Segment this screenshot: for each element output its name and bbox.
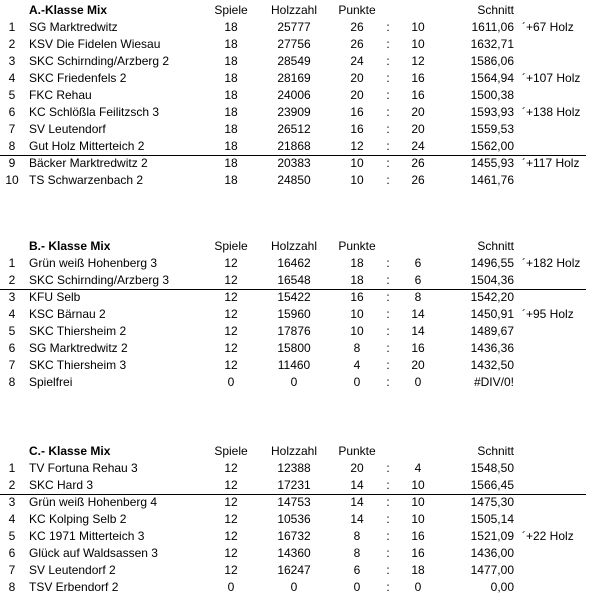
- spiele-cell: 12: [224, 341, 238, 355]
- schnitt-cell: 1611,06: [471, 20, 514, 34]
- rank-cell: 5: [8, 529, 16, 543]
- col-header-schnitt: Schnitt: [477, 239, 514, 253]
- table-row: [0, 155, 601, 172]
- schnitt-cell: 1455,93: [470, 156, 514, 170]
- rank-cell: 2: [8, 37, 16, 51]
- schnitt-cell: 1593,93: [470, 105, 514, 119]
- col-header-spiele: Spiele: [214, 444, 248, 458]
- table-row: [0, 87, 601, 104]
- table-row: [0, 19, 601, 36]
- team-cell: FKC Rehau: [29, 88, 92, 102]
- gegenpunkte-cell: 16: [411, 71, 425, 85]
- section-title: C.- Klasse Mix: [29, 444, 111, 458]
- spiele-cell: 18: [224, 156, 238, 170]
- punkte-separator: :: [386, 88, 390, 102]
- table-row: [0, 70, 601, 87]
- punkte-separator: :: [386, 139, 390, 153]
- gegenpunkte-cell: 26: [411, 173, 425, 187]
- holzzahl-cell: 16732: [277, 529, 311, 543]
- spiele-cell: 12: [224, 273, 238, 287]
- gegenpunkte-cell: 8: [414, 290, 422, 304]
- holzzahl-cell: 28169: [277, 71, 311, 85]
- punkte-cell: 18: [350, 256, 364, 270]
- spiele-cell: 18: [224, 71, 238, 85]
- holz-difference-note: ´+67 Holz: [522, 20, 574, 34]
- holzzahl-cell: 16462: [277, 256, 311, 270]
- rank-cell: 7: [8, 358, 16, 372]
- punkte-separator: :: [386, 307, 390, 321]
- holzzahl-cell: 16247: [277, 563, 311, 577]
- rank-cell: 7: [8, 563, 16, 577]
- team-cell: Bäcker Marktredwitz 2: [29, 156, 148, 170]
- holzzahl-cell: 0: [290, 375, 298, 389]
- punkte-cell: 14: [350, 478, 364, 492]
- gegenpunkte-cell: 6: [414, 273, 422, 287]
- team-cell: SKC Schirnding/Arzberg 3: [29, 273, 170, 287]
- team-cell: SKC Friedenfels 2: [29, 71, 127, 85]
- schnitt-cell: 1504,36: [470, 273, 514, 287]
- spiele-cell: 18: [224, 54, 238, 68]
- rank-cell: 8: [8, 375, 16, 389]
- gegenpunkte-cell: 10: [411, 478, 425, 492]
- gegenpunkte-cell: 20: [411, 105, 425, 119]
- gegenpunkte-cell: 10: [411, 20, 425, 34]
- spiele-cell: 18: [224, 173, 238, 187]
- schnitt-cell: 1489,67: [470, 324, 514, 338]
- gegenpunkte-cell: 0: [414, 580, 422, 594]
- holz-difference-note: ´+95 Holz: [522, 307, 574, 321]
- col-header-punkte: Punkte: [338, 444, 376, 458]
- table-row: [0, 272, 601, 289]
- punkte-separator: :: [386, 580, 390, 594]
- holz-difference-note: ´+182 Holz: [522, 256, 581, 270]
- team-cell: SKC Thiersheim 3: [29, 358, 127, 372]
- gegenpunkte-cell: 26: [411, 156, 425, 170]
- spiele-cell: 18: [224, 105, 238, 119]
- table-row: [0, 138, 601, 155]
- col-header-schnitt: Schnitt: [477, 444, 514, 458]
- punkte-cell: 8: [353, 341, 361, 355]
- holzzahl-cell: 15422: [277, 290, 311, 304]
- schnitt-cell: 1505,14: [470, 512, 514, 526]
- table-row: [0, 374, 601, 391]
- team-cell: Gut Holz Mitterteich 2: [29, 139, 145, 153]
- gegenpunkte-cell: 16: [411, 88, 425, 102]
- gegenpunkte-cell: 14: [411, 307, 425, 321]
- team-cell: Glück auf Waldsassen 3: [29, 546, 158, 560]
- table-row: [0, 53, 601, 70]
- col-header-spiele: Spiele: [214, 239, 248, 253]
- rank-cell: 8: [8, 139, 16, 153]
- schnitt-cell: 1436,00: [470, 546, 514, 560]
- team-cell: KC Schlößla Feilitzsch 3: [29, 105, 160, 119]
- table-row: [0, 289, 601, 306]
- punkte-separator: :: [386, 122, 390, 136]
- gegenpunkte-cell: 20: [411, 358, 425, 372]
- rank-cell: 6: [8, 546, 16, 560]
- col-header-spiele: Spiele: [214, 3, 248, 17]
- holzzahl-cell: 17231: [277, 478, 311, 492]
- schnitt-cell: 1566,45: [470, 478, 514, 492]
- punkte-separator: :: [386, 546, 390, 560]
- team-cell: Grün weiß Hohenberg 3: [29, 256, 158, 270]
- table-row: [0, 357, 601, 374]
- holzzahl-cell: 10536: [277, 512, 311, 526]
- punkte-cell: 18: [350, 273, 364, 287]
- table-row: [0, 579, 601, 596]
- rank-cell: 4: [8, 71, 16, 85]
- table-row: [0, 511, 601, 528]
- table-row: [0, 477, 601, 494]
- punkte-cell: 16: [350, 105, 364, 119]
- section-title: B.- Klasse Mix: [29, 239, 111, 253]
- section-header: [0, 443, 601, 460]
- punkte-separator: :: [386, 358, 390, 372]
- gegenpunkte-cell: 16: [411, 341, 425, 355]
- table-row: [0, 545, 601, 562]
- punkte-cell: 6: [353, 563, 361, 577]
- team-cell: TSV Erbendorf 2: [29, 580, 119, 594]
- holzzahl-cell: 27756: [277, 37, 311, 51]
- team-cell: KFU Selb: [29, 290, 81, 304]
- holzzahl-cell: 14753: [277, 495, 311, 509]
- spiele-cell: 12: [224, 290, 238, 304]
- holz-difference-note: ´+138 Holz: [522, 105, 581, 119]
- punkte-cell: 16: [350, 122, 364, 136]
- punkte-separator: :: [386, 495, 390, 509]
- col-header-holzzahl: Holzzahl: [270, 3, 318, 17]
- punkte-cell: 10: [350, 173, 364, 187]
- table-row: [0, 460, 601, 477]
- col-header-punkte: Punkte: [338, 239, 376, 253]
- spiele-cell: 12: [224, 563, 238, 577]
- team-cell: KSC Bärnau 2: [29, 307, 106, 321]
- spiele-cell: 18: [224, 122, 238, 136]
- col-header-schnitt: Schnitt: [477, 3, 514, 17]
- rank-cell: 3: [8, 290, 16, 304]
- team-cell: Grün weiß Hohenberg 4: [29, 495, 158, 509]
- holzzahl-cell: 15960: [277, 307, 311, 321]
- punkte-separator: :: [386, 71, 390, 85]
- rank-cell: 8: [8, 580, 16, 594]
- spiele-cell: 12: [224, 495, 238, 509]
- schnitt-cell: 1436,36: [470, 341, 514, 355]
- schnitt-cell: 1496,55: [470, 256, 514, 270]
- divider-line: [0, 155, 586, 156]
- punkte-cell: 14: [350, 495, 364, 509]
- holzzahl-cell: 23909: [277, 105, 311, 119]
- gegenpunkte-cell: 12: [411, 54, 425, 68]
- punkte-separator: :: [386, 324, 390, 338]
- holzzahl-cell: 16548: [277, 273, 311, 287]
- col-header-punkte: Punkte: [338, 3, 376, 17]
- team-cell: TS Schwarzenbach 2: [29, 173, 144, 187]
- section-header: [0, 238, 601, 255]
- table-row: [0, 528, 601, 545]
- punkte-separator: :: [386, 461, 390, 475]
- holzzahl-cell: 14360: [277, 546, 311, 560]
- spiele-cell: 12: [224, 307, 238, 321]
- gegenpunkte-cell: 24: [411, 139, 425, 153]
- team-cell: SKC Thiersheim 2: [29, 324, 127, 338]
- table-row: [0, 255, 601, 272]
- spiele-cell: 18: [224, 37, 238, 51]
- gegenpunkte-cell: 16: [411, 546, 425, 560]
- rank-cell: 1: [8, 461, 16, 475]
- holzzahl-cell: 11460: [277, 358, 311, 372]
- team-cell: KC Kolping Selb 2: [29, 512, 127, 526]
- divider-line: [0, 289, 586, 290]
- spiele-cell: 12: [224, 256, 238, 270]
- table-row: [0, 340, 601, 357]
- spiele-cell: 12: [224, 529, 238, 543]
- spiele-cell: 18: [224, 20, 238, 34]
- holzzahl-cell: 24850: [277, 173, 311, 187]
- punkte-cell: 26: [350, 37, 364, 51]
- schnitt-cell: 1542,20: [470, 290, 514, 304]
- rank-cell: 5: [8, 324, 16, 338]
- rank-cell: 5: [8, 88, 16, 102]
- holzzahl-cell: 26512: [277, 122, 311, 136]
- punkte-separator: :: [386, 37, 390, 51]
- col-header-holzzahl: Holzzahl: [270, 444, 318, 458]
- team-cell: SG Marktredwitz: [29, 20, 118, 34]
- punkte-cell: 10: [350, 156, 364, 170]
- schnitt-cell: 0,00: [490, 580, 514, 594]
- punkte-separator: :: [386, 156, 390, 170]
- rank-cell: 10: [5, 173, 19, 187]
- rank-cell: 7: [8, 122, 16, 136]
- schnitt-cell: 1548,50: [470, 461, 514, 475]
- rank-cell: 2: [8, 478, 16, 492]
- schnitt-cell: 1475,30: [470, 495, 514, 509]
- team-cell: SG Marktredwitz 2: [29, 341, 128, 355]
- table-row: [0, 306, 601, 323]
- punkte-cell: 12: [350, 139, 364, 153]
- rank-cell: 1: [8, 20, 16, 34]
- rank-cell: 4: [8, 307, 16, 321]
- punkte-cell: 10: [350, 307, 364, 321]
- holzzahl-cell: 0: [290, 580, 298, 594]
- team-cell: SKC Schirnding/Arzberg 2: [29, 54, 170, 68]
- holzzahl-cell: 15800: [277, 341, 311, 355]
- punkte-separator: :: [386, 512, 390, 526]
- holzzahl-cell: 24006: [277, 88, 311, 102]
- section-title: A.-Klasse Mix: [29, 3, 108, 17]
- punkte-cell: 20: [350, 88, 364, 102]
- holzzahl-cell: 17876: [277, 324, 311, 338]
- holz-difference-note: ´+117 Holz: [522, 156, 580, 170]
- gegenpunkte-cell: 10: [411, 37, 425, 51]
- schnitt-cell: #DIV/0!: [473, 375, 514, 389]
- spiele-cell: 18: [224, 139, 238, 153]
- schnitt-cell: 1477,00: [470, 563, 514, 577]
- rank-cell: 6: [8, 341, 16, 355]
- divider-line: [0, 494, 586, 495]
- punkte-separator: :: [386, 341, 390, 355]
- punkte-separator: :: [386, 563, 390, 577]
- schnitt-cell: 1461,76: [470, 173, 514, 187]
- holz-difference-note: ´+22 Holz: [522, 529, 574, 543]
- holzzahl-cell: 28549: [277, 54, 311, 68]
- gegenpunkte-cell: 6: [414, 256, 422, 270]
- punkte-cell: 20: [350, 461, 364, 475]
- table-row: [0, 323, 601, 340]
- rank-cell: 1: [8, 256, 16, 270]
- spiele-cell: 12: [224, 512, 238, 526]
- schnitt-cell: 1559,53: [470, 122, 514, 136]
- gegenpunkte-cell: 10: [411, 495, 425, 509]
- punkte-separator: :: [386, 529, 390, 543]
- team-cell: KC 1971 Mitterteich 3: [29, 529, 145, 543]
- team-cell: SV Leutendorf: [29, 122, 106, 136]
- punkte-separator: :: [386, 105, 390, 119]
- schnitt-cell: 1450,91: [470, 307, 514, 321]
- gegenpunkte-cell: 18: [411, 563, 425, 577]
- spiele-cell: 12: [224, 358, 238, 372]
- punkte-separator: :: [386, 273, 390, 287]
- punkte-cell: 0: [353, 580, 361, 594]
- schnitt-cell: 1562,00: [470, 139, 514, 153]
- schnitt-cell: 1500,38: [470, 88, 514, 102]
- gegenpunkte-cell: 16: [411, 529, 425, 543]
- punkte-cell: 24: [350, 54, 364, 68]
- schnitt-cell: 1632,71: [470, 37, 514, 51]
- punkte-separator: :: [386, 54, 390, 68]
- holzzahl-cell: 21868: [277, 139, 311, 153]
- spiele-cell: 18: [224, 88, 238, 102]
- rank-cell: 9: [8, 156, 16, 170]
- holzzahl-cell: 25777: [277, 20, 311, 34]
- punkte-cell: 20: [350, 71, 364, 85]
- punkte-cell: 8: [353, 546, 361, 560]
- punkte-cell: 26: [350, 20, 364, 34]
- punkte-cell: 14: [350, 512, 364, 526]
- section-header: [0, 2, 601, 19]
- punkte-separator: :: [386, 173, 390, 187]
- team-cell: KSV Die Fidelen Wiesau: [29, 37, 161, 51]
- spiele-cell: 12: [224, 478, 238, 492]
- spiele-cell: 12: [224, 461, 238, 475]
- table-row: [0, 562, 601, 579]
- punkte-cell: 10: [350, 324, 364, 338]
- gegenpunkte-cell: 10: [411, 512, 425, 526]
- team-cell: SKC Hard 3: [29, 478, 94, 492]
- punkte-separator: :: [386, 375, 390, 389]
- col-header-holzzahl: Holzzahl: [270, 239, 318, 253]
- rank-cell: 6: [8, 105, 16, 119]
- table-row: [0, 36, 601, 53]
- punkte-separator: :: [386, 20, 390, 34]
- spiele-cell: 0: [227, 375, 235, 389]
- table-row: [0, 172, 601, 189]
- punkte-separator: :: [386, 256, 390, 270]
- gegenpunkte-cell: 20: [411, 122, 425, 136]
- table-row: [0, 494, 601, 511]
- holzzahl-cell: 12388: [277, 461, 311, 475]
- rank-cell: 2: [8, 273, 16, 287]
- table-row: [0, 104, 601, 121]
- spiele-cell: 12: [224, 546, 238, 560]
- gegenpunkte-cell: 0: [414, 375, 422, 389]
- gegenpunkte-cell: 4: [414, 461, 422, 475]
- schnitt-cell: 1586,06: [470, 54, 514, 68]
- table-row: [0, 121, 601, 138]
- holzzahl-cell: 20383: [277, 156, 311, 170]
- gegenpunkte-cell: 14: [411, 324, 425, 338]
- schnitt-cell: 1521,09: [470, 529, 514, 543]
- rank-cell: 3: [8, 495, 16, 509]
- team-cell: SV Leutendorf 2: [29, 563, 116, 577]
- team-cell: Spielfrei: [29, 375, 73, 389]
- rank-cell: 3: [8, 54, 16, 68]
- punkte-separator: :: [386, 478, 390, 492]
- spiele-cell: 0: [227, 580, 235, 594]
- punkte-separator: :: [386, 290, 390, 304]
- spiele-cell: 12: [224, 324, 238, 338]
- schnitt-cell: 1564,94: [470, 71, 514, 85]
- team-cell: TV Fortuna Rehau 3: [29, 461, 138, 475]
- punkte-cell: 16: [350, 290, 364, 304]
- holz-difference-note: ´+107 Holz: [522, 71, 581, 85]
- rank-cell: 4: [8, 512, 16, 526]
- punkte-cell: 4: [353, 358, 361, 372]
- punkte-cell: 8: [353, 529, 361, 543]
- punkte-cell: 0: [353, 375, 361, 389]
- schnitt-cell: 1432,50: [470, 358, 514, 372]
